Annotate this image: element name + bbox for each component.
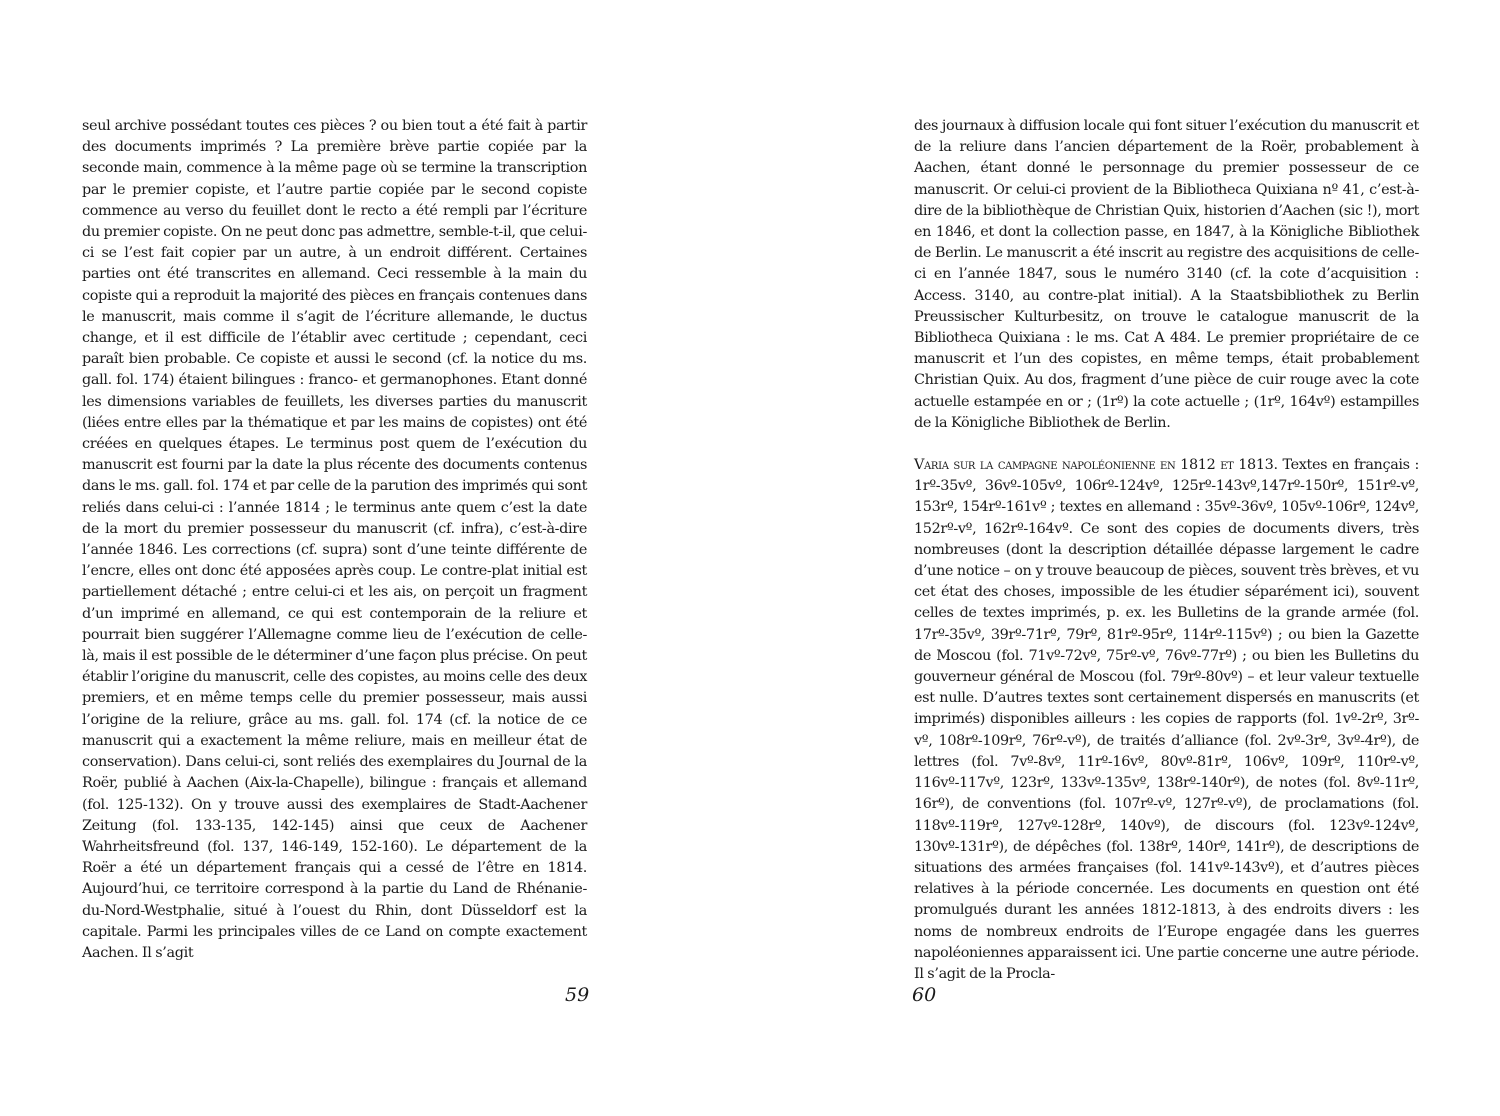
left-page-paragraph: seul archive possédant toutes ces pièces ? ou bien tout a été fait à partir des documents imprimés ? La première brève partie copiée par la seconde main, commence à la même page où se termine la transcription par le premier copiste, et l’autre partie copiée par le second copiste commence au verso du feuillet dont le recto a été rempli par l’écriture du premier copiste. On ne peut donc pas admettre, semble-t-il, que celui-ci se l’est fait copier par un autre, à un endroit différent. Certaines parties ont été transcrites en allemand. Ceci ressemble à la main du copiste qui a reproduit la majorité des pièces en français contenues dans le manuscrit, mais comme il s’agit de l’écriture allemande, le ductus change, et il est difficile de l’établir avec certitude ; cependant, ceci paraît bien probable. Ce copiste et aussi le second (cf. la notice du ms. gall. fol. 174) étaient bilingues : franco- et germanophones. Etant donné les dimensions variables de feuillets, les diverses parties du manuscrit (liées entre elles par la thématique et par les mains de copistes) ont été créées en quelques étapes. Le terminus post quem de l’exécution du manuscrit est fourni par la date la plus récente des documents contenus dans le ms. gall. fol. 174 et par celle de la parution des imprimés qui sont reliés dans celui-ci : l’année 1814 ; le terminus ante quem c’est la date de la mort du premier possesseur du manuscrit (cf. infra), c’est-à-dire l’année 1846. Les corrections (cf. supra) sont d’une teinte différente de l’encre, elles ont donc été apposées après coup. Le contre-plat initial est partiellement détaché ; entre celui-ci et les ais, on perçoit un fragment d’un imprimé en allemand, ce qui est contemporain de la reliure et pourrait bien suggérer l’Allemagne comme lieu de l’exécution de celle-là, mais il est possible de le déterminer d’une façon plus précise. On peut établir l’origine du manuscrit, celle des copistes, au moins celle des deux premiers, et en même temps celle du premier possesseur, mais aussi l’origine de la reliure, grâce au ms. gall. fol. 174 (cf. la notice de ce manuscrit qui a exactement la même reliure, mais en meilleur état de conservation). Dans celui-ci, sont reliés des exemplaires du Journal de la Roër, publié à Aachen (Aix-la-Chapelle), bilingue : français et allemand (fol. 125-132). On y trouve aussi des exemplaires de Stadt-Aachener Zeitung (fol. 133-135, 142-145) ainsi que ceux de Aachener Wahrheitsfreund (fol. 137, 146-149, 152-160). Le département de la Roër a été un département français qui a cessé de l’être en 1814. Aujourd’hui, ce territoire correspond à la partie du Land de Rhénanie-du-Nord-Westphalie, situé à l’ouest du Rhin, dont Düsseldorf est la capitale. Parmi les principales villes de ce Land on compte exactement Aachen. Il s’agit xyxy=(82,118,587,961)
section-body: Textes en français : 1rº-35vº, 36vº-105vº, 106rº-124vº, 125rº-143vº,147rº-150rº, 151rº-vº, 153rº, 154rº-161vº ; textes en allemand : 35vº-36vº, 105vº-106rº, 124vº, 152rº-vº, 162rº-164vº. Ce sont des copies de documents divers, très nombreuses (dont la description détaillée dépasse largement le cadre d’une notice – on y trouve beaucoup de pièces, souvent très brèves, et vu cet état des choses, impossible de les étudier séparément ici), souvent celles de textes imprimés, p. ex. les Bulletins de la grande armée (fol. 17rº-35vº, 39rº-71rº, 79rº, 81rº-95rº, 114rº-115vº) ; ou bien la Gazette de Moscou (fol. 71vº-72vº, 75rº-vº, 76vº-77rº) ; ou bien les Bulletins du gouverneur général de Moscou (fol. 79rº-80vº) – et leur valeur textuelle est nulle. D’autres textes sont certainement dispersés en manuscrits (et imprimés) disponibles ailleurs : les copies de rapports (fol. 1vº-2rº, 3rº-vº, 108rº-109rº, 76rº-vº), de traités d’alliance (fol. 2vº-3rº, 3vº-4rº), de lettres (fol. 7vº-8vº, 11rº-16vº, 80vº-81rº, 106vº, 109rº, 110rº-vº, 116vº-117vº, 123rº, 133vº-135vº, 138rº-140rº), de notes (fol. 8vº-11rº, 16rº), de conventions (fol. 107rº-vº, 127rº-vº), de proclamations (fol. 118vº-119rº, 127vº-128rº, 140vº), de discours (fol. 123vº-124vº, 130vº-131rº), de dépêches (fol. 138rº, 140rº, 141rº), de descriptions de situations des armées françaises (fol. 141vº-143vº), et d’autres pièces relatives à la période concernée. Les documents en question ont été promulgués durant les années 1812-1813, à des endroits divers : les noms de nombreux endroits de l’Europe engagée dans les guerres napoléoniennes apparaissent ici. Une partie concerne une autre période. Il s’agit de la Procla- xyxy=(914,457,1419,982)
page-number-left: 59 xyxy=(565,984,590,1006)
right-page-text-block xyxy=(914,116,1419,985)
paragraph-spacer xyxy=(914,434,1419,455)
section-heading: Varia sur la campagne napoléonienne en 1812 et 1813. xyxy=(914,457,1278,474)
page-number-right: 60 xyxy=(912,984,937,1006)
left-page-text-block xyxy=(82,116,587,964)
right-page-paragraph-1: des journaux à diffusion locale qui font situer l’exécution du manuscrit et de la reliure dans l’ancien département de la Roër, probablement à Aachen, étant donné le personnage du premier possesseur de ce manuscrit. Or celui-ci provient de la Bibliotheca Quixiana nº 41, c’est-à-dire de la bibliothèque de Christian Quix, historien d’Aachen (sic !), mort en 1846, et dont la collection passe, en 1847, à la Königliche Bibliothek de Berlin. Le manuscrit a été inscrit au registre des acquisitions de celle-ci en l’année 1847, sous le numéro 3140 (cf. la cote d’acquisition : Access. 3140, au contre-plat initial). A la Staatsbibliothek zu Berlin Preussischer Kulturbesitz, on trouve le catalogue manuscrit de la Bibliotheca Quixiana : le ms. Cat A 484. Le premier propriétaire de ce manuscrit et l’un des copistes, en même temps, était probablement Christian Quix. Au dos, fragment d’une pièce de cuir rouge avec la cote actuelle estampée en or ; (1rº) la cote actuelle ; (1rº, 164vº) estampilles de la Königliche Bibliothek de Berlin. xyxy=(914,118,1419,431)
right-page-paragraph-2 xyxy=(914,455,1419,985)
